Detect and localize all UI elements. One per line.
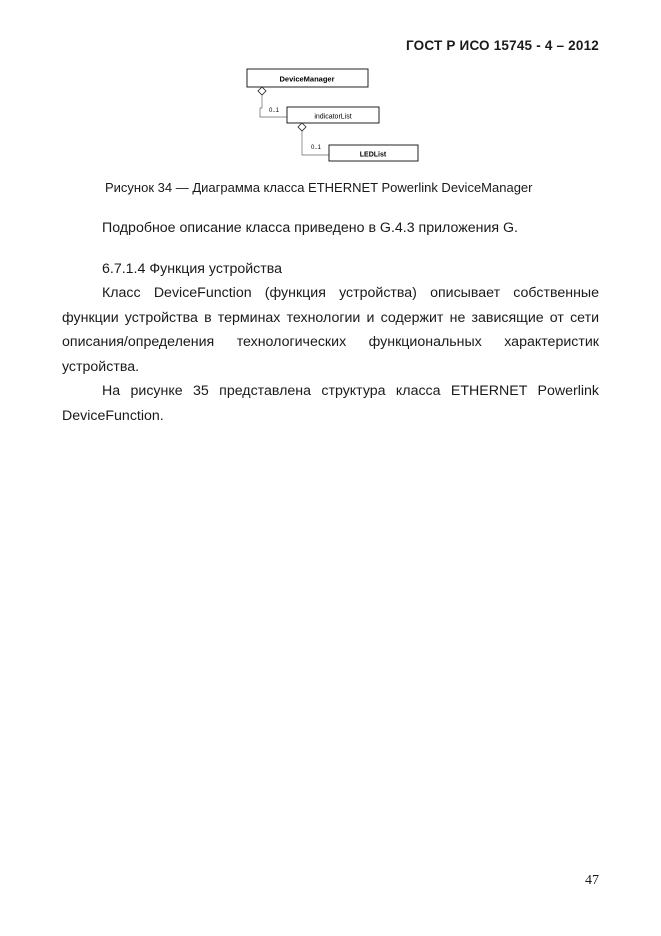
paragraph-class-reference: Подробное описание класса приведено в G.4.3 приложения G. bbox=[102, 220, 518, 236]
paragraph-devicefunction-description: Класс DeviceFunction (функция устройства) описывает собственные функции устройства в терминах технологии и содержит не зависящие от сети описания/определения технологических функциональных характеристик устройства. bbox=[62, 285, 599, 375]
paragraph-figure-reference: На рисунке 35 представлена структура класса ETHERNET Powerlink DeviceFunction. bbox=[62, 383, 599, 424]
multiplicity-indicatorlist: 0..1 bbox=[269, 108, 280, 114]
multiplicity-ledlist: 0..1 bbox=[311, 145, 322, 151]
class-name-devicemanager: DeviceManager bbox=[279, 74, 335, 84]
section-heading: 6.7.1.4 Функция устройства bbox=[102, 261, 283, 277]
class-name-indicatorlist: indicatorList bbox=[314, 113, 352, 121]
aggregation-diamond-icon bbox=[258, 87, 266, 95]
class-name-ledlist: LEDList bbox=[359, 151, 387, 159]
figure-caption: Рисунок 34 — Диаграмма класса ETHERNET Powerlink DeviceManager bbox=[105, 180, 533, 195]
aggregation-diamond-icon bbox=[298, 123, 306, 131]
association-line bbox=[302, 131, 329, 155]
class-diagram bbox=[240, 66, 430, 166]
document-header-code: ГОСТ Р ИСО 15745 - 4 – 2012 bbox=[406, 38, 599, 53]
page-number: 47 bbox=[585, 873, 599, 888]
